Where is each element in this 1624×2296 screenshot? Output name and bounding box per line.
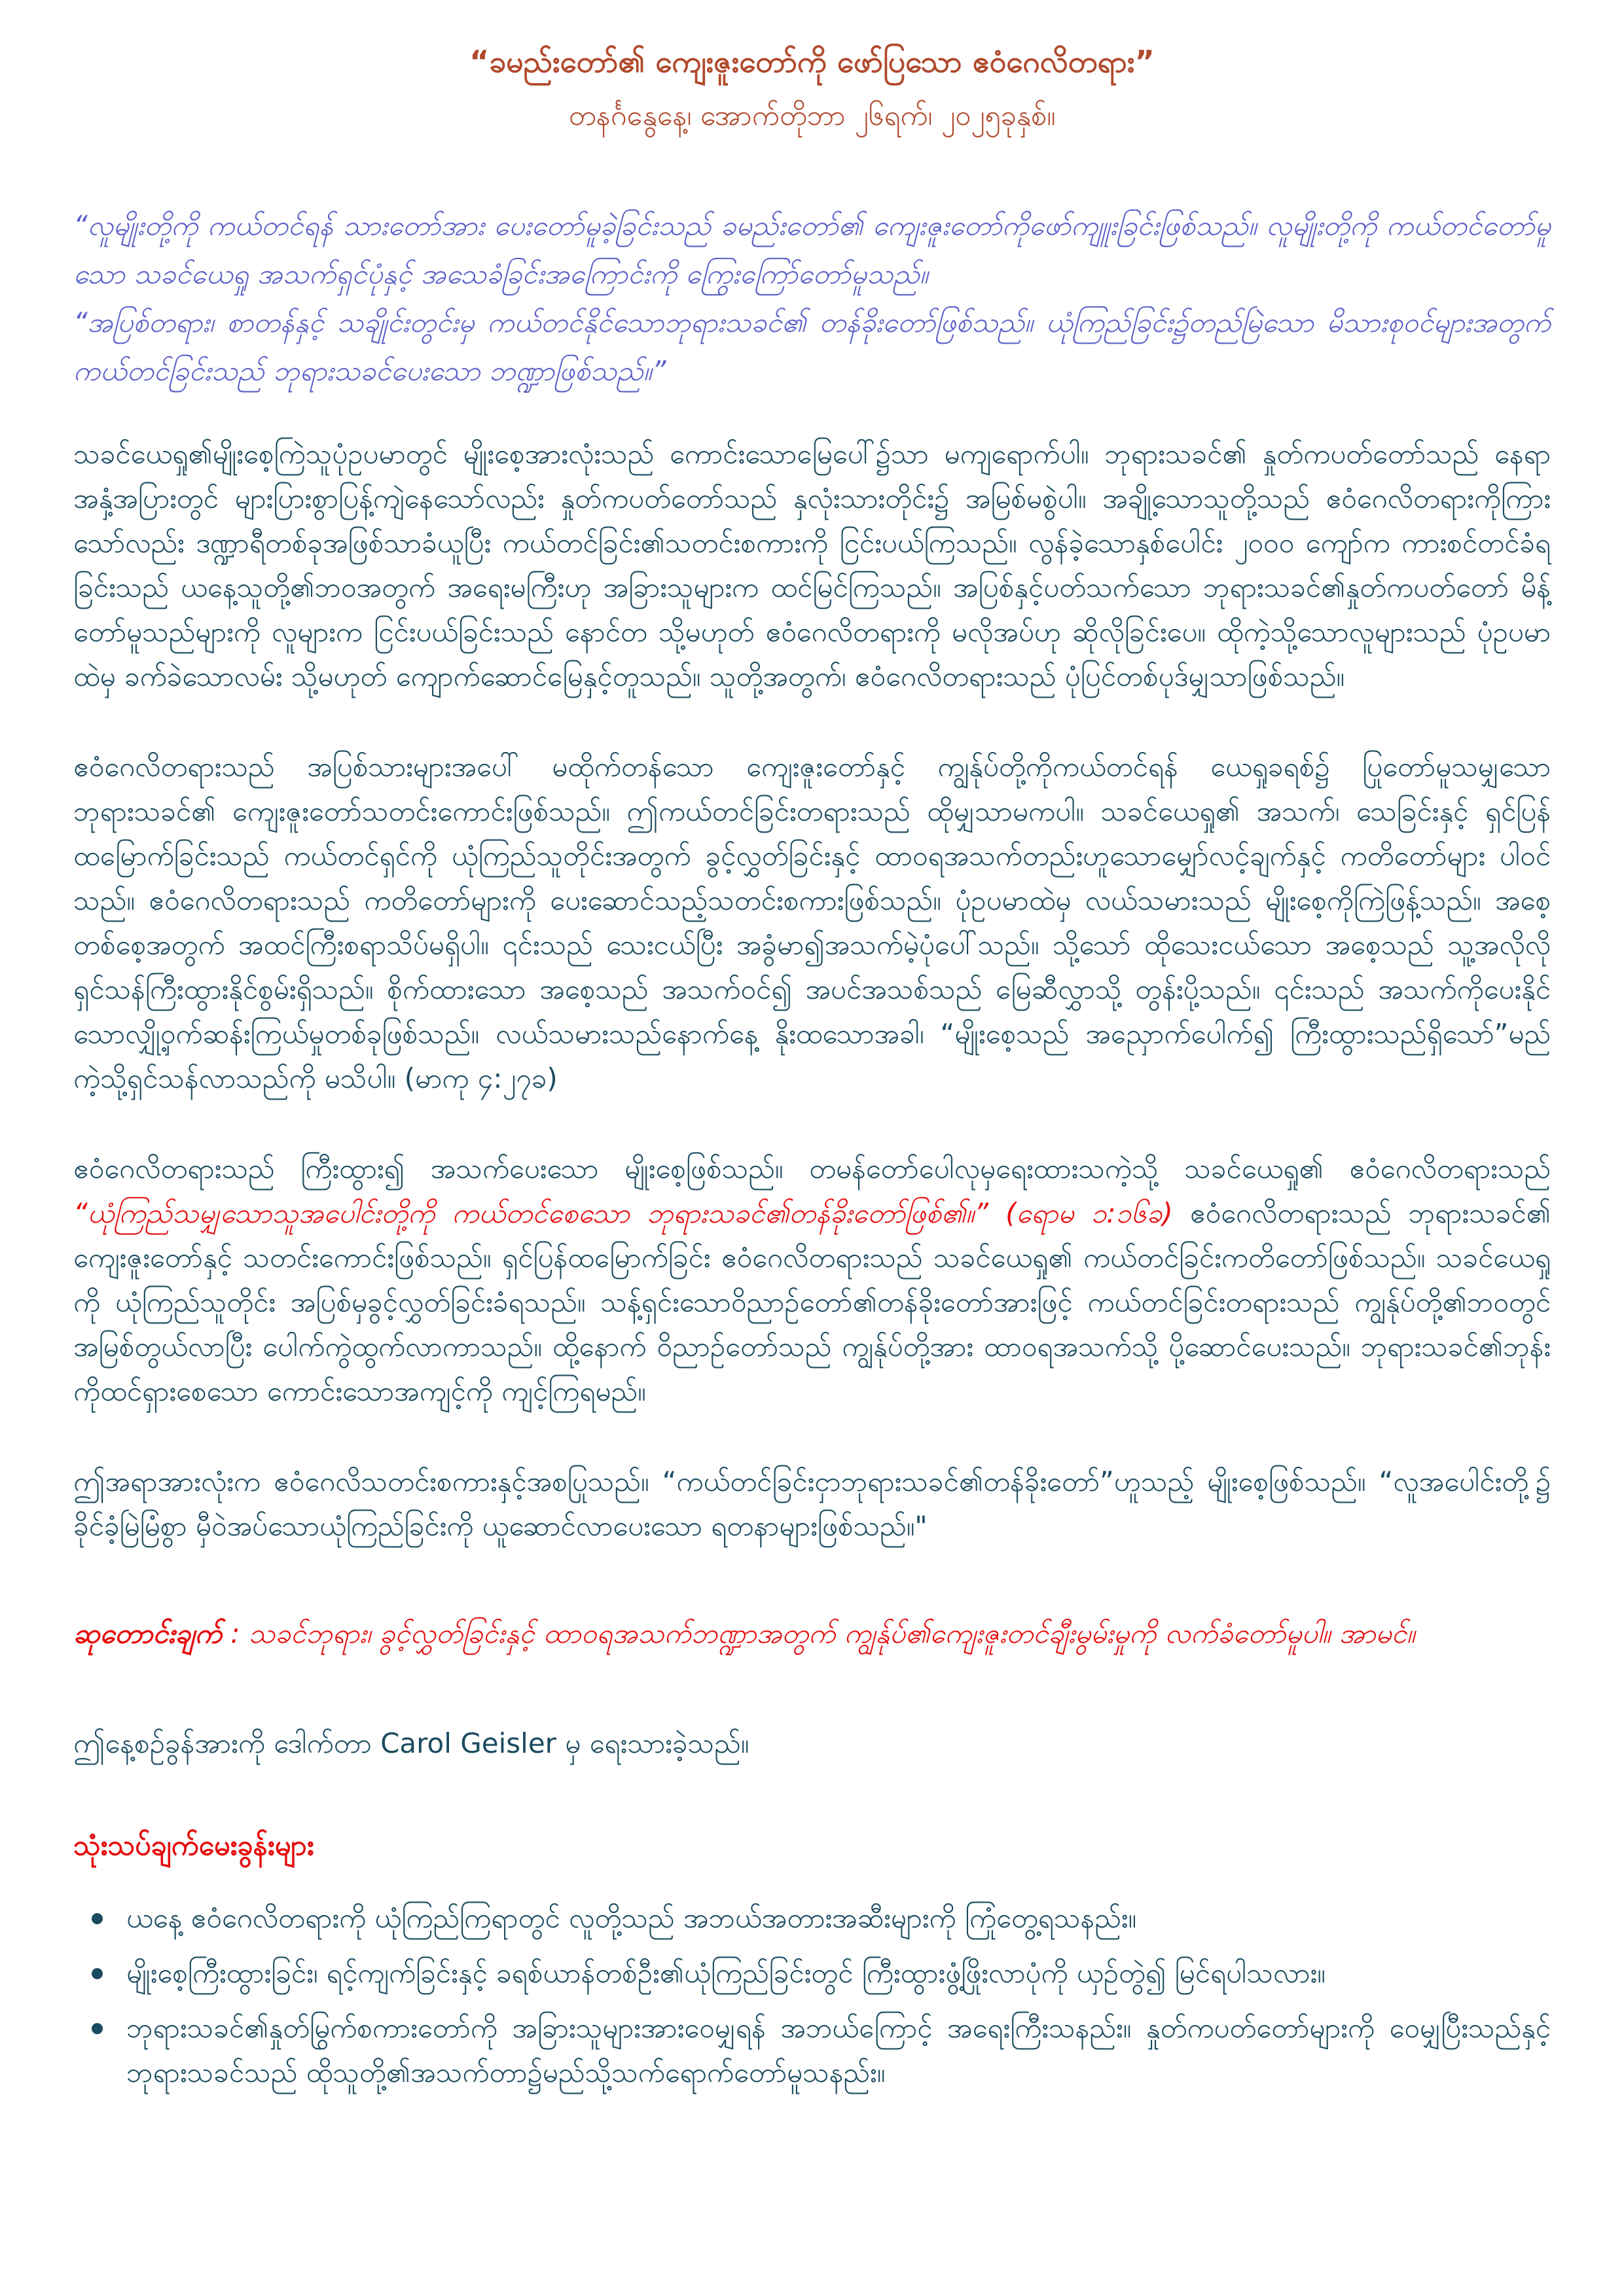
review-question-3: ဘုရားသခင်၏နှုတ်မြွက်စကားတော်ကို အခြားသူများအားဝေမျှရန် အဘယ်ကြောင့် အရေးကြီးသနည်း။ နှုတ်ကပတ်တော်များကို ဝေမျှပြီးသည်နှင့် ဘုရားသခင်သည် ထိုသူတို့၏အသက်တာ၌မည်သို့သက်ရောက်တော်မူသနည်း။ (126, 2012, 1551, 2089)
review-questions-heading: သုံးသပ်ချက်မေးခွန်းများ (73, 1829, 314, 1862)
author-line: ဤနေ့စဉ်ခွန်အားကို ဒေါက်တာ Carol Geisler မှ ရေးသားခဲ့သည်။ (73, 1727, 749, 1759)
page-title: “ခမည်းတော်၏ ကျေးဇူးတော်ကို ဖော်ပြသော ဧဝံဂေလိတရား” (469, 44, 1155, 79)
list-item (73, 1896, 1551, 1941)
review-question-1: ယနေ့ ဧဝံဂေလိတရားကို ယုံကြည်ကြရာတွင် လူတို့သည် အဘယ်အတားအဆီးများကို ကြုံတွေ့ရသနည်း။ (126, 1902, 1137, 1934)
date-line: တနင်္ဂနွေနေ့၊ အောက်တိုဘာ ၂၆ရက်၊ ၂၀၂၅ခုနှစ်။ (568, 99, 1056, 132)
prayer-label: ဆုတောင်းချက် (73, 1617, 222, 1649)
paragraph-3-tail: ဧဝံဂေလိတရားသည် ဘုရားသခင်၏ ကျေးဇူးတော်နှင့် သတင်းကောင်းဖြစ်သည်။ ရှင်ပြန်ထမြောက်ခြင်း ဧဝံဂေလိတရားသည် သခင်ယေရှု၏ ကယ်တင်ခြင်းကတိတော်ဖြစ်သည်။ သခင်ယေရှုကို ယုံကြည်သူတိုင်း အပြစ်မှခွင့်လွှတ်ခြင်းခံရသည်။ သန့်ရှင်းသောဝိညာဉ်တော်၏တန်ခိုးတော်အားဖြင့် ကယ်တင်ခြင်းတရားသည် ကျွန်ုပ်တို့၏ဘဝတွင် အမြစ်တွယ်လာပြီး ပေါက်ကွဲထွက်လာကာသည်။ ထို့နောက် ဝိညာဉ်တော်သည် ကျွန်ုပ်တို့အား ထာဝရအသက်သို့ ပို့ဆောင်ပေးသည်။ ဘုရားသခင်၏ဘုန်းကိုထင်ရှားစေသော ကောင်းသောအကျင့်ကို ကျင့်ကြရမည်။ (73, 1197, 1551, 1407)
body-paragraph-1: သခင်ယေရှု၏မျိုးစေ့ကြဲသူပုံဥပမာတွင် မျိုးစေ့အားလုံးသည် ကောင်းသောမြေပေါ်၌သာ မကျရောက်ပါ။ ဘုရားသခင်၏ နှုတ်ကပတ်တော်သည် နေရာအနှံ့အပြားတွင် များပြားစွာပြန့်ကျဲနေသော်လည်း နှုတ်ကပတ်တော်သည် နှလုံးသားတိုင်း၌ အမြစ်မစွဲပါ။ အချို့သောသူတို့သည် ဧဝံဂေလိတရားကိုကြားသော်လည်း ဒဏ္ဍာရီတစ်ခုအဖြစ်သာခံယူပြီး ကယ်တင်ခြင်း၏သတင်းစကားကို ငြင်းပယ်ကြသည်။ လွန်ခဲ့သောနှစ်ပေါင်း ၂၀၀၀ ကျော်က ကားစင်တင်ခံရခြင်းသည် ယနေ့သူတို့၏ဘဝအတွက် အရေးမကြီးဟု အခြားသူများက ထင်မြင်ကြသည်။ အပြစ်နှင့်ပတ်သက်သော ဘုရားသခင်၏နှုတ်ကပတ်တော် မိန့်တော်မူသည်များကို လူများက ငြင်းပယ်ခြင်းသည် နောင်တ သို့မဟုတ် ဧဝံဂေလိတရားကို မလိုအပ်ဟု ဆိုလိုခြင်းပေ။ ထိုကဲ့သို့သောလူများသည် ပုံဥပမာထဲမှ ခက်ခဲသောလမ်း သို့မဟုတ် ကျောက်ဆောင်မြေနှင့်တူသည်။ သူတို့အတွက်၊ ဧဝံဂေလိတရားသည် ပုံပြင်တစ်ပုဒ်မျှသာဖြစ်သည်။ (73, 438, 1551, 692)
bullet-dot-icon (92, 1913, 103, 1924)
list-item (73, 1951, 1551, 1996)
bullet-dot-icon (92, 2023, 103, 2034)
intro-quote-2: “အပြစ်တရား၊ စာတန်နှင့် သချိုင်းတွင်းမှ ကယ်တင်နိုင်သောဘုရားသခင်၏ တန်ခိုးတော်ဖြစ်သည်။ ယုံကြည်ခြင်း၌တည်မြဲသော မိသားစုဝင်များအတွက် ကယ်တင်ခြင်းသည် ဘုရားသခင်ပေးသော ဘဏ္ဍာဖြစ်သည်။” (73, 306, 1551, 387)
paragraph-3-lead: ဧဝံဂေလိတရားသည် ကြီးထွား၍ အသက်ပေးသော မျိုးစေ့ဖြစ်သည်။ တမန်တော်ပေါလုမှရေးထားသကဲ့သို့ သခင်ယေရှု၏ ဧဝံဂေလိတရားသည် (73, 1153, 1551, 1185)
list-item (73, 2006, 1551, 2095)
body-paragraph-4: ဤအရာအားလုံးက ဧဝံဂေလိသတင်းစကားနှင့်အစပြုသည်။ “ကယ်တင်ခြင်းငှာဘုရားသခင်၏တန်ခိုးတော်”ဟူသည့် မျိုးစေ့ဖြစ်သည်။ “လူအပေါင်းတို့၌ ခိုင်ခံ့မြဲမြံစွာ မှီဝဲအပ်သောယုံကြည်ခြင်းကို ယူဆောင်လာပေးသော ရတနာများဖြစ်သည်။" (73, 1465, 1551, 1542)
review-questions-list (73, 1896, 1551, 2095)
prayer-text: : သခင်ဘုရား၊ ခွင့်လွှတ်ခြင်းနှင့် ထာဝရအသက်ဘဏ္ဍာအတွက် ကျွန်ုပ်၏ကျေးဇူးတင်ချီးမွမ်းမှုကို လက်ခံတော်မူပါ။ အာမင်။ (221, 1617, 1415, 1649)
review-question-2: မျိုးစေ့ကြီးထွားခြင်း၊ ရင့်ကျက်ခြင်းနှင့် ခရစ်ယာန်တစ်ဦး၏ယုံကြည်ခြင်းတွင် ကြီးထွားဖွံ့ဖြိုးလာပုံကို ယှဉ်တွဲ၍ မြင်ရပါသလား။ (126, 1957, 1326, 1989)
body-paragraph-2: ဧဝံဂေလိတရားသည် အပြစ်သားများအပေါ် မထိုက်တန်သော ကျေးဇူးတော်နှင့် ကျွန်ုပ်တို့ကိုကယ်တင်ရန် ယေရှုခရစ်၌ ပြုတော်မူသမျှသော ဘုရားသခင်၏ ကျေးဇူးတော်သတင်းကောင်းဖြစ်သည်။ ဤကယ်တင်ခြင်းတရားသည် ထိုမျှသာမကပါ။ သခင်ယေရှု၏ အသက်၊ သေခြင်းနှင့် ရှင်ပြန်ထမြောက်ခြင်းသည် ကယ်တင်ရှင်ကို ယုံကြည်သူတိုင်းအတွက် ခွင့်လွှတ်ခြင်းနှင့် ထာဝရအသက်တည်းဟူသောမျှော်လင့်ချက်နှင့် ကတိတော်များ ပါဝင်သည်။ ဧဝံဂေလိတရားသည် ကတိတော်များကို ပေးဆောင်သည့်သတင်းစကားဖြစ်သည်။ ပုံဥပမာထဲမှ လယ်သမားသည် မျိုးစေ့ကိုကြဲဖြန့်သည်။ အစေ့တစ်စေ့အတွက် အထင်ကြီးစရာသိပ်မရှိပါ။ ၎င်းသည် သေးငယ်ပြီး အခွံမာ၍အသက်မဲ့ပုံပေါ်သည်။ သို့သော် ထိုသေးငယ်သော အစေ့သည် သူ့အလိုလို ရှင်သန်ကြီးထွားနိုင်စွမ်းရှိသည်။ စိုက်ထားသော အစေ့သည် အသက်ဝင်၍ အပင်အသစ်သည် မြေဆီလွှာသို့ တွန်းပို့သည်။ ၎င်းသည် အသက်ကိုပေးနိုင်သောလျှို့ဝှက်ဆန်းကြယ်မှုတစ်ခုဖြစ်သည်။ လယ်သမားသည်နောက်နေ့ နိုးထသောအခါ၊ “မျိုးစေ့သည် အညှောက်ပေါက်၍ ကြီးထွားသည်ရှိသော်”မည်ကဲ့သို့ရှင်သန်လာသည်ကို မသိပါ။ (မာကု ၄:၂၇ခ) (73, 751, 1551, 1094)
bullet-dot-icon (92, 1968, 103, 1979)
intro-quote-1: “လူမျိုးတို့ကို ကယ်တင်ရန် သားတော်အား ပေးတော်မူခဲ့ခြင်းသည် ခမည်းတော်၏ ကျေးဇူးတော်ကိုဖော်ကျူးခြင်းဖြစ်သည်။ လူမျိုးတို့ကို ကယ်တင်တော်မူသော သခင်ယေရှု အသက်ရှင်ပုံနှင့် အသေခံခြင်းအကြောင်းကို ကြွေးကြော်တော်မူသည်။ (73, 209, 1551, 290)
body-paragraph-3 (73, 1147, 1551, 1414)
intro-quote-block (73, 202, 1551, 395)
prayer-line (73, 1611, 1551, 1656)
scripture-quote-highlight: “ယုံကြည်သမျှသောသူအပေါင်းတို့ကို ကယ်တင်စေသော ဘုရားသခင်၏တန်ခိုးတော်ဖြစ်၏။” (ရောမ ၁:၁၆ခ) (73, 1197, 1190, 1229)
